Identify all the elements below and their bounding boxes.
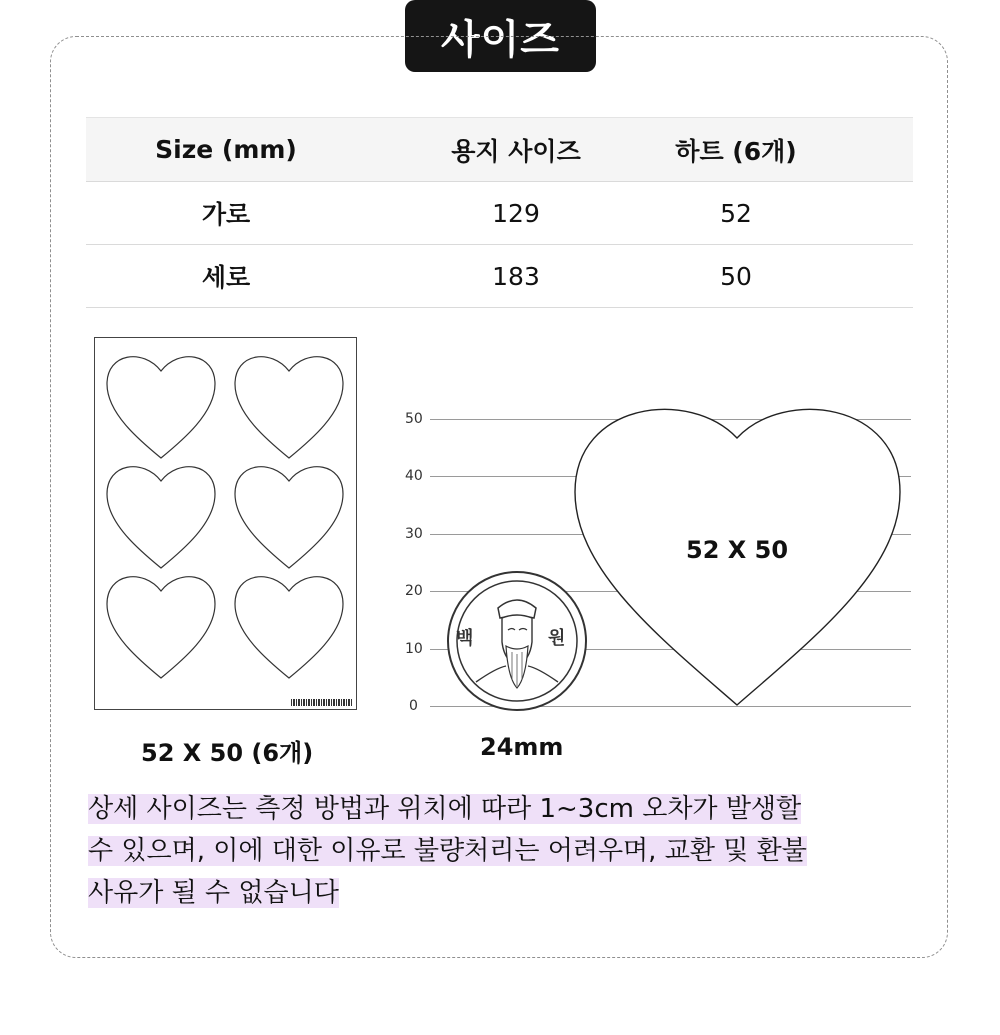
heart-width-value: 52	[720, 198, 752, 228]
paper-width-value: 129	[492, 198, 540, 228]
y-tick-label: 40	[405, 468, 423, 484]
heart-stickers-illustration	[95, 338, 356, 709]
row-label-width: 가로	[201, 200, 251, 229]
barcode-icon	[291, 699, 353, 706]
coin-text-left: 백	[456, 628, 474, 649]
page-title: 사이즈	[405, 0, 596, 72]
y-tick-label: 50	[405, 411, 423, 427]
y-tick-label: 20	[405, 583, 423, 599]
table-row	[86, 245, 913, 308]
y-tick-label: 0	[409, 698, 418, 714]
y-tick-label: 10	[405, 641, 423, 657]
y-tick-label: 30	[405, 526, 423, 542]
heart-sticker	[235, 467, 343, 568]
coin-caption: 24mm	[480, 733, 564, 761]
header-size: Size (mm)	[155, 135, 297, 164]
notice-line: 사유가 될 수 없습니다	[88, 878, 339, 908]
coin-text-right: 원	[548, 628, 566, 649]
heart-height-value: 50	[720, 261, 752, 291]
size-table	[86, 117, 913, 308]
header-paper-size: 용지 사이즈	[451, 136, 581, 166]
heart-sticker	[107, 577, 215, 678]
notice-line: 수 있으며, 이에 대한 이유로 불량처리는 어려우며, 교환 및 환불	[88, 836, 807, 866]
header-heart: 하트 (6개)	[675, 136, 797, 166]
heart-sticker	[107, 357, 215, 458]
row-label-height: 세로	[201, 263, 251, 292]
heart-sticker	[107, 467, 215, 568]
heart-size-label: 52 X 50	[686, 536, 789, 564]
coin-100-won-icon	[446, 570, 588, 712]
table-row	[86, 182, 913, 245]
sheet-caption: 52 X 50 (6개)	[141, 739, 314, 767]
size-notice	[88, 788, 928, 914]
heart-sticker	[235, 577, 343, 678]
paper-height-value: 183	[492, 261, 540, 291]
heart-sticker	[235, 357, 343, 458]
table-header-row	[86, 117, 913, 182]
notice-line: 상세 사이즈는 측정 방법과 위치에 따라 1~3cm 오차가 발생할	[88, 794, 802, 824]
sticker-sheet	[94, 337, 357, 710]
